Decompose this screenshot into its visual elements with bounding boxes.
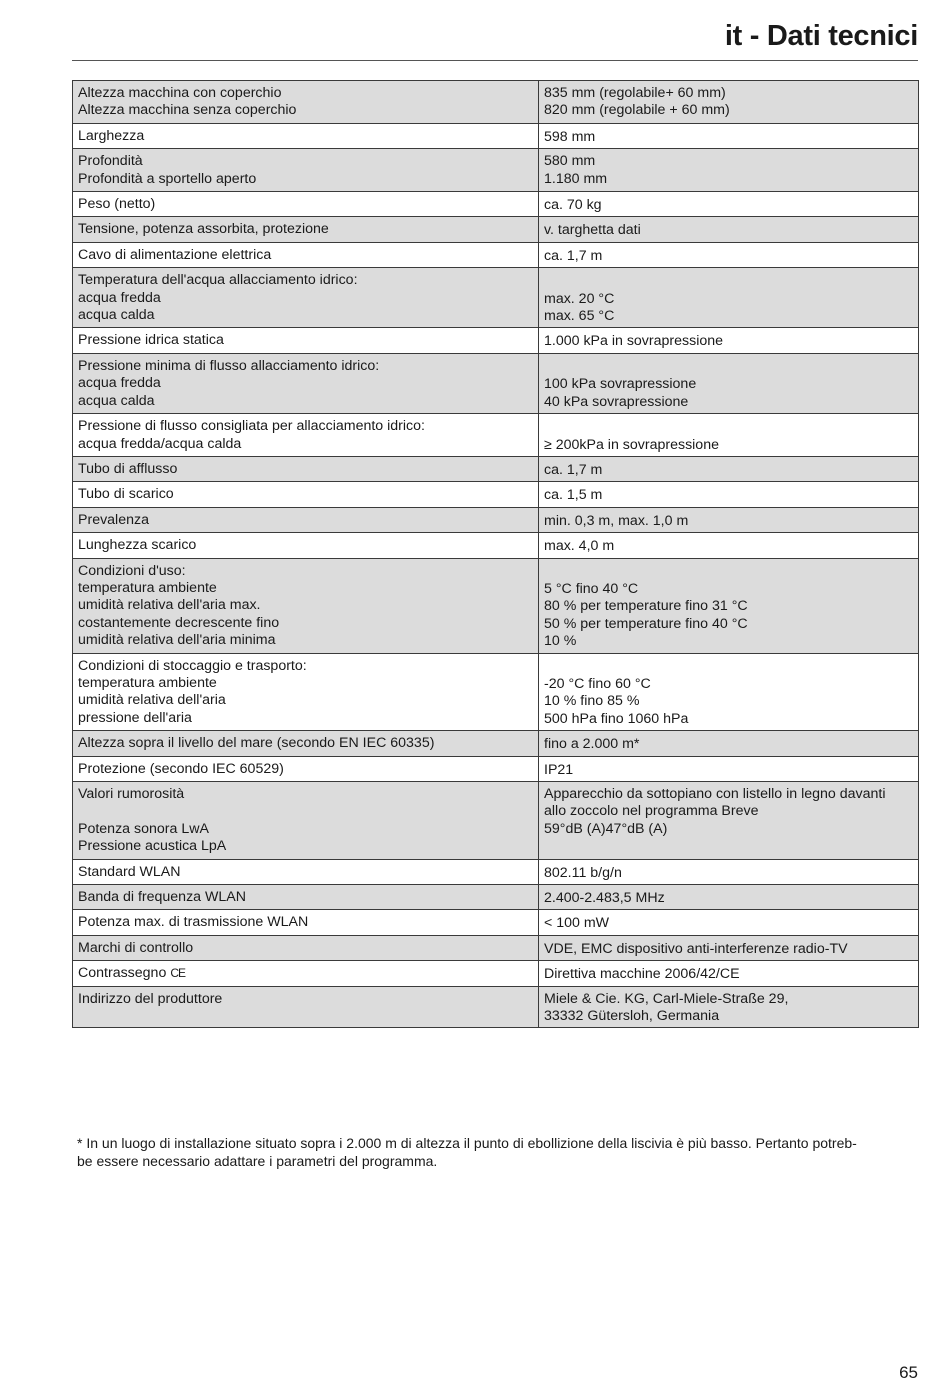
table-row bbox=[73, 123, 919, 148]
spec-label bbox=[73, 731, 539, 756]
table-row bbox=[73, 935, 919, 960]
spec-value: -20 °C fino 60 °C 10 % fino 85 % 500 hPa fino 1060 hPa bbox=[539, 653, 919, 731]
table-row bbox=[73, 456, 919, 481]
table-row bbox=[73, 482, 919, 507]
table-row bbox=[73, 910, 919, 935]
table-row bbox=[73, 756, 919, 781]
spec-label bbox=[73, 910, 539, 935]
spec-label bbox=[73, 217, 539, 242]
spec-value: ca. 1,7 m bbox=[539, 242, 919, 267]
spec-value: 802.11 b/g/n bbox=[539, 859, 919, 884]
table-row bbox=[73, 353, 919, 413]
spec-label-text: Condizioni d'uso: temperatura ambiente umidità relativa dell'aria max. costantemente decrescente fino umidità relativa dell'aria minima bbox=[78, 562, 280, 649]
footnote: * In un luogo di installazione situato sopra i 2.000 m di altezza il punto di ebollizione della liscivia è più basso. Pertanto potreb- be essere necessario adattare i parametri del programma. bbox=[77, 1135, 857, 1169]
spec-value: < 100 mW bbox=[539, 910, 919, 935]
technical-data-table bbox=[72, 80, 919, 1028]
page-number: 65 bbox=[899, 1363, 918, 1382]
spec-label bbox=[73, 782, 539, 860]
spec-label-text: Standard WLAN bbox=[78, 863, 181, 880]
spec-value: 835 mm (regolabile+ 60 mm) 820 mm (regolabile + 60 mm) bbox=[539, 81, 919, 124]
spec-label bbox=[73, 653, 539, 731]
table-row bbox=[73, 859, 919, 884]
spec-label bbox=[73, 885, 539, 910]
table-row bbox=[73, 986, 919, 1028]
spec-label bbox=[73, 268, 539, 328]
spec-label-text: Tubo di afflusso bbox=[78, 460, 178, 477]
spec-label bbox=[73, 961, 539, 986]
spec-label bbox=[73, 149, 539, 192]
spec-label-text: Tubo di scarico bbox=[78, 486, 174, 503]
spec-value: 5 °C fino 40 °C 80 % per temperature fino 31 °C 50 % per temperature fino 40 °C 10 % bbox=[539, 558, 919, 653]
table-row bbox=[73, 268, 919, 328]
spec-label-text: Marchi di controllo bbox=[78, 939, 194, 956]
spec-value: fino a 2.000 m* bbox=[539, 731, 919, 756]
spec-label bbox=[73, 456, 539, 481]
spec-label bbox=[73, 558, 539, 653]
spec-value: ca. 1,5 m bbox=[539, 482, 919, 507]
spec-value: 100 kPa sovrapressione 40 kPa sovrapressione bbox=[539, 353, 919, 413]
spec-value: 2.400-2.483,5 MHz bbox=[539, 885, 919, 910]
spec-label-text: Banda di frequenza WLAN bbox=[78, 889, 246, 906]
table-row bbox=[73, 653, 919, 731]
table-row bbox=[73, 533, 919, 558]
spec-label-text: Tensione, potenza assorbita, protezione bbox=[78, 221, 329, 238]
spec-label bbox=[73, 81, 539, 124]
spec-label bbox=[73, 328, 539, 353]
spec-value: Miele & Cie. KG, Carl-Miele-Straße 29, 33332 Gütersloh, Germania bbox=[539, 986, 919, 1028]
spec-label-text: Protezione (secondo IEC 60529) bbox=[78, 760, 284, 777]
spec-value: 598 mm bbox=[539, 123, 919, 148]
spec-label-text: Altezza sopra il livello del mare (secondo EN IEC 60335) bbox=[78, 735, 435, 752]
spec-label-text: Peso (netto) bbox=[78, 196, 156, 213]
spec-value: 580 mm 1.180 mm bbox=[539, 149, 919, 192]
page-title: it - Dati tecnici bbox=[724, 20, 918, 52]
spec-label-text: Pressione minima di flusso allacciamento idrico: acqua fredda acqua calda bbox=[78, 357, 380, 409]
spec-label-text: Indirizzo del produttore bbox=[78, 990, 223, 1007]
spec-label-text: Condizioni di stoccaggio e trasporto: temperatura ambiente umidità relativa dell'aria pressione dell'aria bbox=[78, 657, 307, 726]
spec-label bbox=[73, 533, 539, 558]
spec-label-text: Temperatura dell'acqua allacciamento idrico: acqua fredda acqua calda bbox=[78, 272, 358, 324]
table-row bbox=[73, 192, 919, 217]
spec-label bbox=[73, 192, 539, 217]
spec-label bbox=[73, 353, 539, 413]
spec-label bbox=[73, 986, 539, 1028]
table-row bbox=[73, 961, 919, 986]
table-row bbox=[73, 242, 919, 267]
spec-label-text: Contrassegno bbox=[78, 965, 167, 982]
spec-label-text: Potenza max. di trasmissione WLAN bbox=[78, 914, 309, 931]
spec-label bbox=[73, 414, 539, 457]
technical-data-table-body bbox=[73, 81, 919, 1028]
table-row bbox=[73, 782, 919, 860]
spec-label bbox=[73, 756, 539, 781]
spec-value: 1.000 kPa in sovrapressione bbox=[539, 328, 919, 353]
ce-mark-icon: CE bbox=[170, 966, 186, 981]
spec-value: min. 0,3 m, max. 1,0 m bbox=[539, 507, 919, 532]
spec-label bbox=[73, 242, 539, 267]
spec-label-text: Profondità Profondità a sportello aperto bbox=[78, 153, 257, 187]
spec-value: max. 20 °C max. 65 °C bbox=[539, 268, 919, 328]
table-row bbox=[73, 149, 919, 192]
spec-label bbox=[73, 482, 539, 507]
spec-value: Direttiva macchine 2006/42/CE bbox=[539, 961, 919, 986]
spec-value: IP21 bbox=[539, 756, 919, 781]
spec-label bbox=[73, 935, 539, 960]
table-row bbox=[73, 328, 919, 353]
spec-label-text: Valori rumorosità Potenza sonora LwA Pressione acustica LpA bbox=[78, 786, 227, 855]
spec-value: Apparecchio da sottopiano con listello in legno davanti allo zoccolo nel programma Breve 59°dB (A)47°dB (A) bbox=[539, 782, 919, 860]
spec-label bbox=[73, 507, 539, 532]
spec-value: max. 4,0 m bbox=[539, 533, 919, 558]
spec-label-text: Lunghezza scarico bbox=[78, 537, 197, 554]
spec-label bbox=[73, 123, 539, 148]
spec-label-text: Pressione idrica statica bbox=[78, 332, 224, 349]
table-row bbox=[73, 507, 919, 532]
spec-value: VDE, EMC dispositivo anti-interferenze radio-TV bbox=[539, 935, 919, 960]
spec-value: ca. 70 kg bbox=[539, 192, 919, 217]
spec-label bbox=[73, 859, 539, 884]
spec-label-text: Prevalenza bbox=[78, 511, 149, 528]
table-row bbox=[73, 81, 919, 124]
table-row bbox=[73, 217, 919, 242]
table-row bbox=[73, 885, 919, 910]
spec-label-text: Larghezza bbox=[78, 127, 145, 144]
spec-label-text: Altezza macchina con coperchio Altezza macchina senza coperchio bbox=[78, 85, 297, 119]
table-row bbox=[73, 558, 919, 653]
spec-value: ca. 1,7 m bbox=[539, 456, 919, 481]
spec-label-text: Cavo di alimentazione elettrica bbox=[78, 246, 272, 263]
spec-value: v. targhetta dati bbox=[539, 217, 919, 242]
table-row bbox=[73, 414, 919, 457]
header-divider bbox=[72, 60, 918, 61]
spec-label-text: Pressione di flusso consigliata per allacciamento idrico: acqua fredda/acqua calda bbox=[78, 418, 425, 452]
spec-value: ≥ 200kPa in sovrapressione bbox=[539, 414, 919, 457]
table-row bbox=[73, 731, 919, 756]
